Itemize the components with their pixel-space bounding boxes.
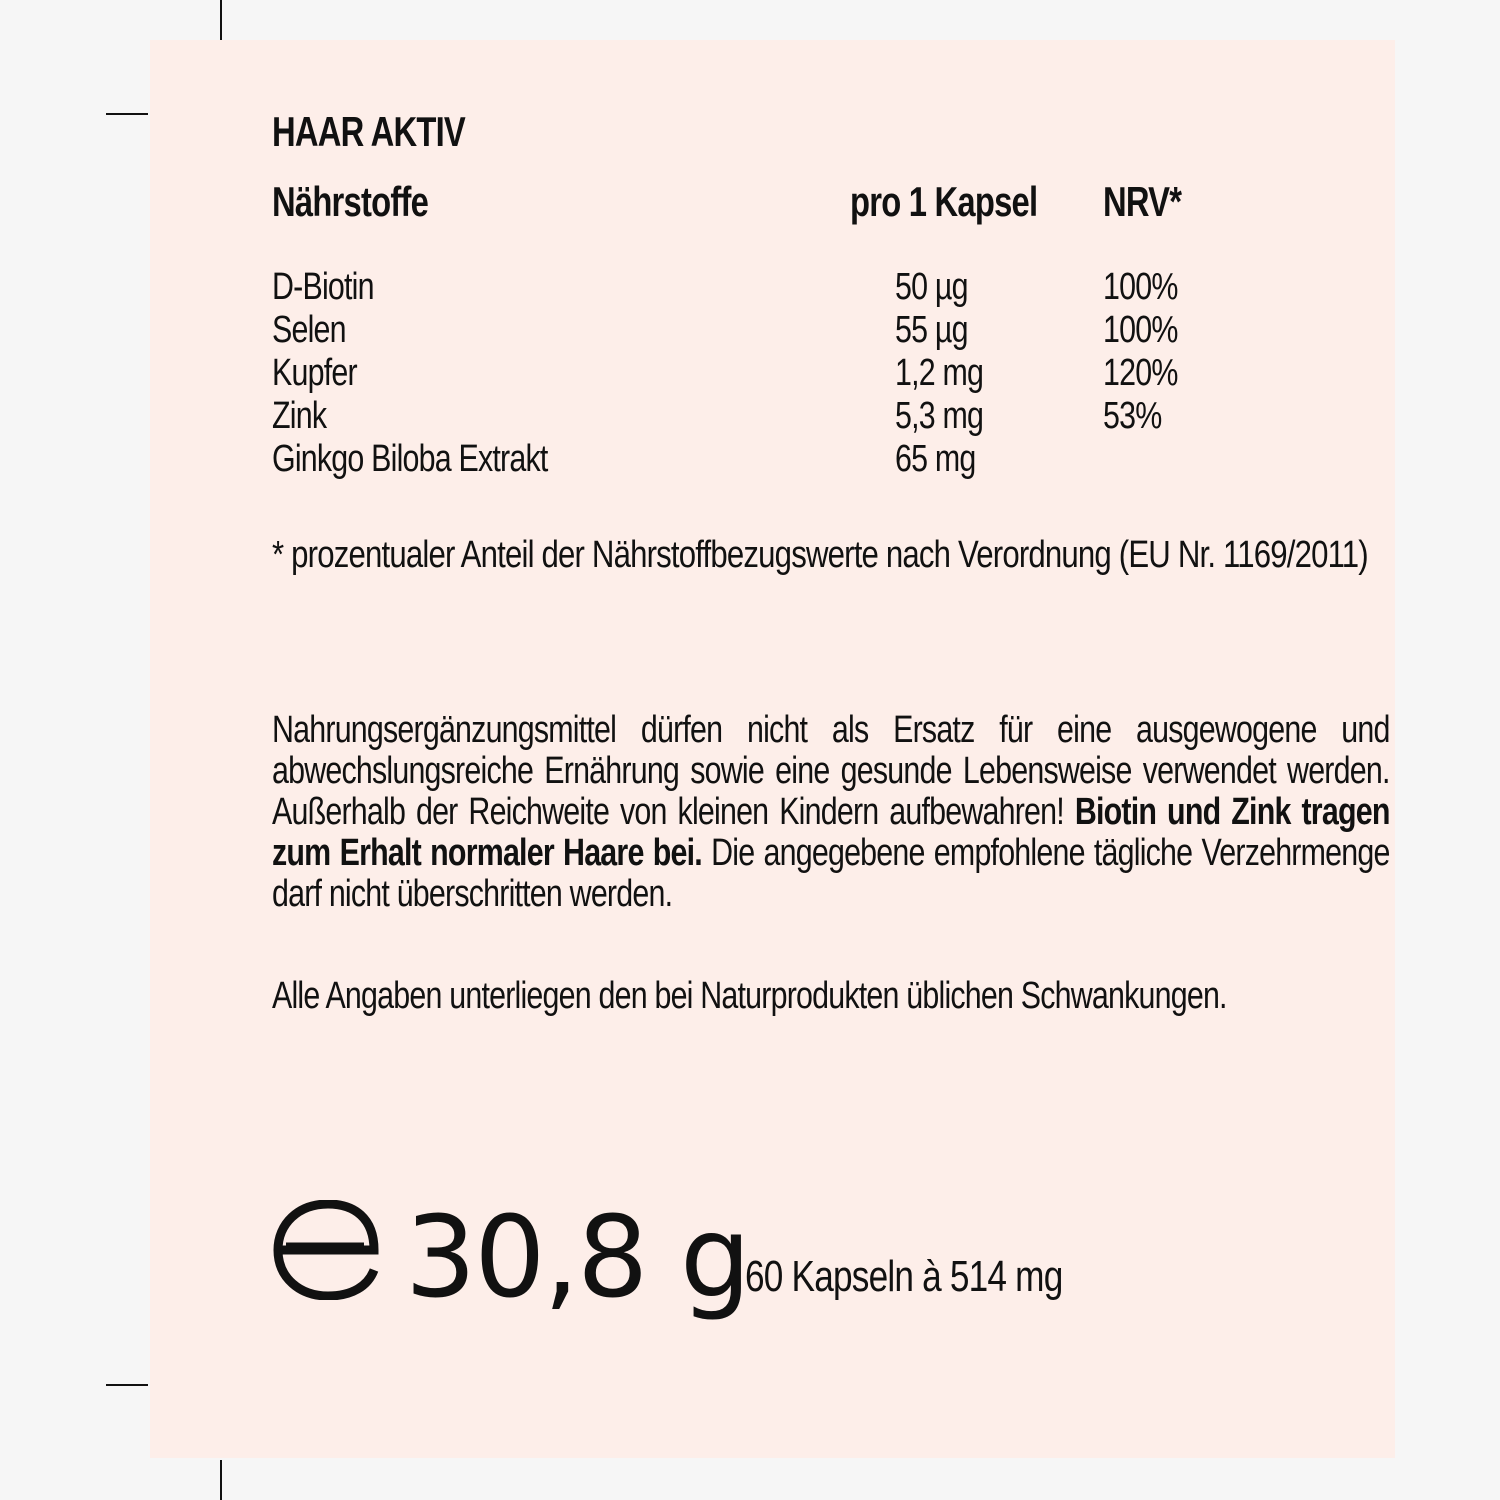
capsule-info: 60 Kapseln à 514 mg bbox=[745, 1252, 1063, 1301]
table-row-nrv: 100% bbox=[1103, 266, 1178, 308]
e-mark-icon bbox=[272, 1200, 380, 1300]
table-row-nrv: 100% bbox=[1103, 309, 1178, 351]
table-row-amount: 1,2 mg bbox=[895, 352, 984, 394]
header-nutrients: Nährstoffe bbox=[272, 178, 429, 225]
table-row-amount: 50 µg bbox=[895, 266, 968, 308]
table-row-amount: 5,3 mg bbox=[895, 395, 984, 437]
crop-mark-left-top bbox=[106, 113, 148, 115]
table-row-name: Ginkgo Biloba Extrakt bbox=[272, 438, 548, 480]
warning-text-1: Nahrungsergänzungsmittel dürfen nicht als Ersatz für eine ausgewogene und abwechslungsreiche Ernährung sowie eine gesunde Lebensweise verwendet werden. Außerhalb der Reichweite von kleinen Kindern aufbewahren! bbox=[272, 709, 1390, 833]
table-row-name: Selen bbox=[272, 309, 346, 351]
product-title: HAAR AKTIV bbox=[272, 108, 466, 155]
table-row-amount: 55 µg bbox=[895, 309, 968, 351]
crop-mark-bottom-vertical bbox=[220, 1460, 222, 1500]
table-row-nrv: 53% bbox=[1103, 395, 1162, 437]
crop-mark-top-vertical bbox=[220, 0, 222, 40]
variation-note: Alle Angaben unterliegen den bei Naturprodukten üblichen Schwankungen. bbox=[272, 975, 1227, 1017]
health-claim: Biotin und Zink tragen zum Erhalt normaler Haare bei. bbox=[272, 791, 1390, 874]
table-row-name: D-Biotin bbox=[272, 266, 374, 308]
table-row-amount: 65 mg bbox=[895, 438, 976, 480]
net-weight: 30,8 g bbox=[405, 1193, 750, 1323]
warning-text-2: Die angegebene empfohlene tägliche Verzehrmenge darf nicht überschritten werden. bbox=[272, 832, 1390, 915]
header-per-capsule: pro 1 Kapsel bbox=[850, 178, 1038, 225]
table-row-nrv: 120% bbox=[1103, 352, 1178, 394]
nrv-footnote: * prozentualer Anteil der Nährstoffbezugswerte nach Verordnung (EU Nr. 1169/2011) bbox=[272, 534, 1368, 576]
table-row-name: Kupfer bbox=[272, 352, 357, 394]
crop-mark-left-bottom bbox=[106, 1384, 148, 1386]
warning-paragraph bbox=[272, 710, 1390, 915]
table-row-name: Zink bbox=[272, 395, 327, 437]
header-nrv: NRV* bbox=[1103, 178, 1182, 225]
